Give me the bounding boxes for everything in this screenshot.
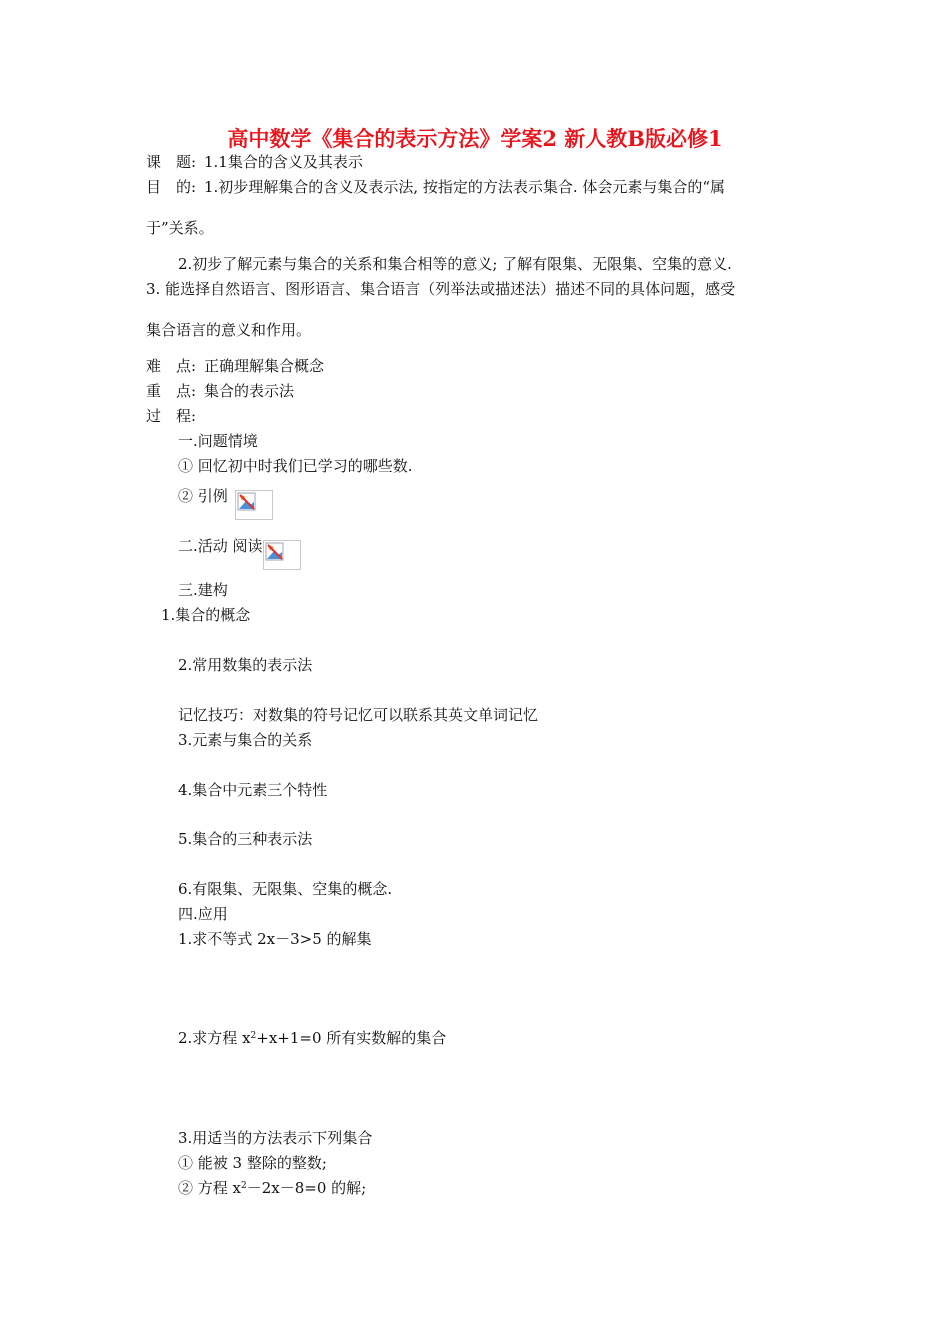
goal-line-2: 2.初步了解元素与集合的关系和集合相等的意义; 了解有限集、无限集、空集的意义. <box>178 255 732 273</box>
document-title: 高中数学《集合的表示方法》学案2 新人教B版必修1 <box>227 126 723 151</box>
activity-label: 二.活动 阅读 <box>178 537 263 555</box>
goal-line-1b: 于”关系。 <box>146 219 214 237</box>
process-line <box>146 406 204 426</box>
section-3-item-3: 3.元素与集合的关系 <box>178 731 313 749</box>
application-2 <box>178 1028 446 1048</box>
topic-line <box>146 152 363 172</box>
application-3-item-1: ① 能被 3 整除的整数; <box>178 1154 327 1172</box>
difficulty-value: 正确理解集合概念 <box>204 357 325 375</box>
topic-value: 1.1集合的含义及其表示 <box>204 153 363 171</box>
section-3-item-4: 4.集合中元素三个特性 <box>178 781 328 799</box>
exponent: 2 <box>250 1031 257 1041</box>
key-point-line <box>146 381 294 401</box>
application-2-post: +x+1=0 所有实数解的集合 <box>256 1029 447 1047</box>
difficulty-label: 难 点: <box>146 357 197 375</box>
application-2-pre: 2.求方程 x <box>178 1029 251 1047</box>
topic-label: 课 题: <box>146 153 197 171</box>
section-3-item-5: 5.集合的三种表示法 <box>178 830 313 848</box>
application-3: 3.用适当的方法表示下列集合 <box>178 1129 373 1147</box>
section-3-heading: 三.建构 <box>178 581 228 599</box>
key-label: 重 点: <box>146 382 197 400</box>
section-4-heading: 四.应用 <box>178 905 228 923</box>
goal-1a: 1.初步理解集合的含义及表示法, 按指定的方法表示集合. 体会元素与集合的“属 <box>204 178 726 196</box>
section-2-heading <box>178 532 301 562</box>
process-label: 过 程: <box>146 407 197 425</box>
difficulty-line <box>146 356 324 376</box>
goal-label: 目 的: <box>146 178 197 196</box>
application-3-item-2-post: －2x－8=0 的解; <box>246 1179 367 1197</box>
section-1-item-2 <box>178 482 273 512</box>
application-3-item-2-pre: ② 方程 x <box>178 1179 241 1197</box>
broken-image-icon <box>235 490 273 520</box>
goal-line-3a: 3. 能选择自然语言、图形语言、集合语言（列举法或描述法）描述不同的具体问题，感受 <box>146 280 736 298</box>
section-1-item-1: ① 回忆初中时我们已学习的哪些数. <box>178 457 413 475</box>
section-3-item-1: 1.集合的概念 <box>161 606 251 624</box>
memory-tip: 记忆技巧：对数集的符号记忆可以联系其英文单词记忆 <box>178 706 539 724</box>
section-3-item-6: 6.有限集、无限集、空集的概念. <box>178 880 393 898</box>
goal-line-3b: 集合语言的意义和作用。 <box>146 321 312 339</box>
example-label: ② 引例 <box>178 487 228 505</box>
application-3-item-2 <box>178 1178 366 1198</box>
goal-line-1 <box>146 177 725 197</box>
broken-image-icon <box>263 540 301 570</box>
application-1: 1.求不等式 2x－3>5 的解集 <box>178 930 372 948</box>
section-3-item-2: 2.常用数集的表示法 <box>178 656 313 674</box>
section-1-heading: 一.问题情境 <box>178 432 258 450</box>
exponent: 2 <box>241 1181 247 1191</box>
key-value: 集合的表示法 <box>204 382 295 400</box>
